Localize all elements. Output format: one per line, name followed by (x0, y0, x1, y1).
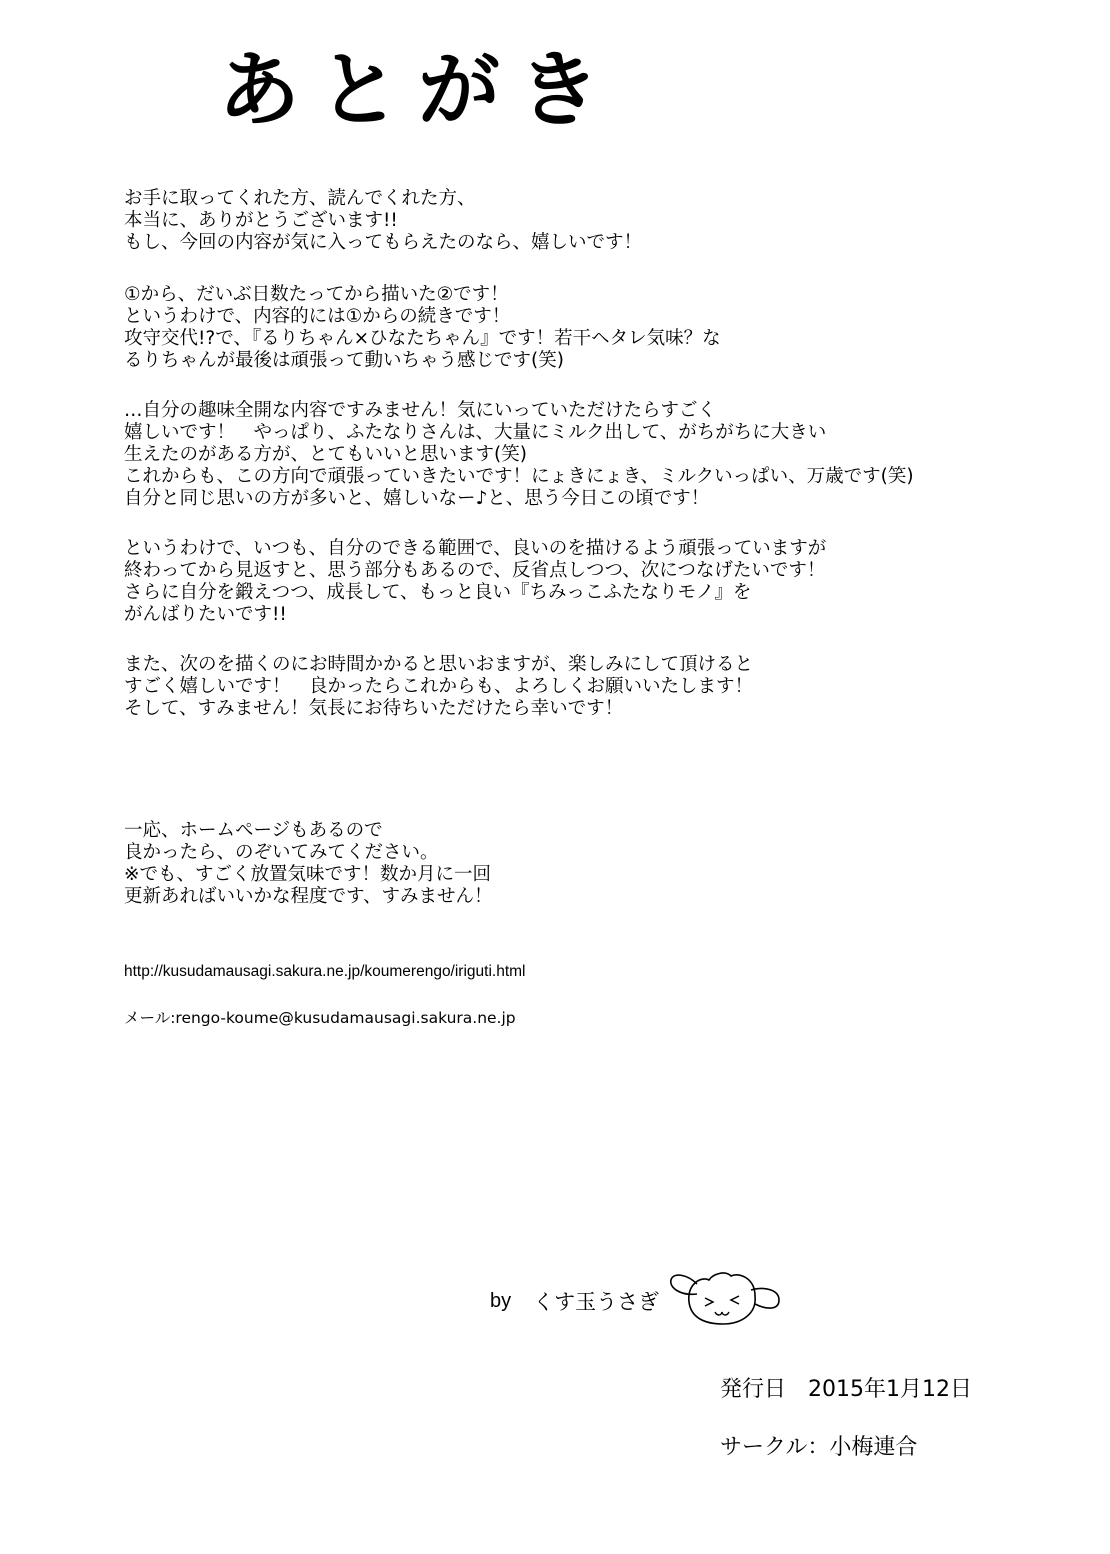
text-line: というわけで、いつも、自分のできる範囲で、良いのを描けるよう頑張っていますが (124, 538, 827, 559)
paragraph-effort (124, 538, 1024, 626)
bunny-doodle-icon (667, 1266, 783, 1328)
circle-name: サークル：小梅連合 (720, 1435, 918, 1460)
text-line: もし、今回の内容が気に入ってもらえたのなら、嬉しいです！ (124, 232, 643, 253)
afterword-body (124, 188, 1024, 908)
paragraph-story (124, 284, 1024, 372)
text-line: また、次のを描くのにお時間かかると思いおますが、楽しみにして頂けると (124, 654, 754, 675)
publication-date: 発行日 2015年1月12日 (720, 1377, 972, 1402)
paragraph-homepage (124, 820, 1024, 908)
text-line: というわけで、内容的には①からの続きです！ (124, 306, 511, 327)
text-line: 自分と同じ思いの方が多いと、嬉しいなー♪と、思う今日この頃です！ (124, 488, 710, 509)
signature (490, 1266, 783, 1328)
text-line: さらに自分を鍛えつつ、成長して、もっと良い『ちみっこふたなりモノ』を (124, 582, 752, 603)
signature-by: by (490, 1289, 512, 1312)
paragraph-next (124, 654, 1024, 720)
text-line: これからも、この方向で頑張っていきたいです！にょきにょき、ミルクいっぱい、万歳です(笑) (124, 466, 914, 487)
text-line: 一応、ホームページもあるので (124, 820, 383, 841)
text-line: そして、すみません！気長にお待ちいただけたら幸いです！ (124, 698, 624, 719)
text-line: 生えたのがある方が、とてもいいと思います(笑) (124, 444, 527, 465)
email-address[interactable]: メール:rengo-koume@kusudamausagi.sakura.ne.jp (124, 1009, 516, 1027)
text-line: るりちゃんが最後は頑張って動いちゃう感じです(笑) (124, 350, 564, 371)
text-line: ①から、だいぶ日数たってから描いた②です！ (124, 284, 509, 305)
text-line: 終わってから見返すと、思う部分もあるので、反省点しつつ、次につなげたいです！ (124, 560, 826, 581)
text-line: 本当に、ありがとうございます!! (124, 210, 398, 231)
homepage-url[interactable]: http://kusudamausagi.sakura.ne.jp/koumerengo/iriguti.html (124, 963, 526, 980)
text-line: お手に取ってくれた方、読んでくれた方、 (124, 188, 476, 209)
page-title: あとがき (218, 43, 619, 138)
text-line: 更新あればいいかな程度です、すみません！ (124, 886, 493, 907)
paragraph-hobby (124, 400, 1024, 510)
paragraph-thanks (124, 188, 1024, 254)
text-line: 良かったら、のぞいてみてください。 (124, 842, 439, 863)
author-name: くす玉うさぎ (533, 1290, 660, 1314)
text-line: ※でも、すごく放置気味です！数か月に一回 (124, 864, 492, 885)
text-line: …自分の趣味全開な内容ですみません！気にいっていただけたらすごく (124, 400, 717, 421)
text-line: すごく嬉しいです！ 良かったらこれからも、よろしくお願いいたします！ (124, 676, 754, 697)
text-line: 嬉しいです！ やっぱり、ふたなりさんは、大量にミルク出して、がちがちに大きい (124, 422, 827, 443)
text-line: がんばりたいです!! (124, 604, 287, 625)
text-line: 攻守交代!?で、『るりちゃん×ひなたちゃん』です！若干ヘタレ気味？な (124, 328, 721, 349)
